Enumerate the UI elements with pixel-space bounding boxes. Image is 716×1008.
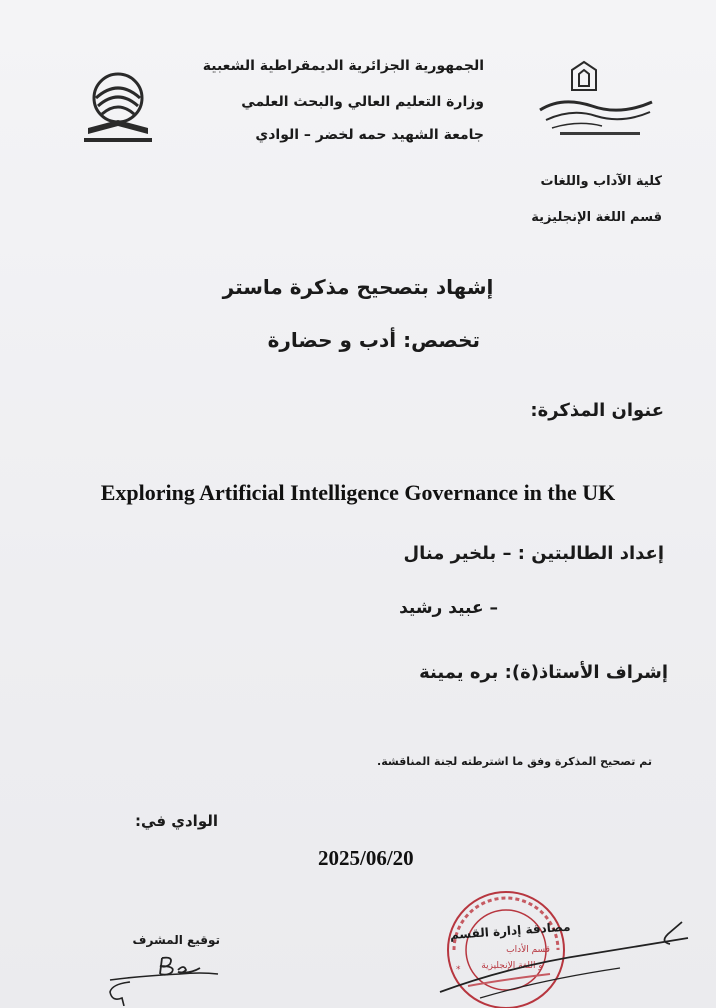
department-name: قسم اللغة الإنجليزية — [531, 210, 662, 225]
correction-note: تم تصحيح المذكرة وفق ما اشترطته لجنة المناقشة. — [377, 755, 652, 768]
supervisor: إشراف الأستاذ(ة): بره يمينة — [419, 662, 668, 683]
faculty-logo-icon — [532, 60, 662, 142]
header-line-republic: الجمهورية الجزائرية الديمقراطية الشعبية — [202, 58, 484, 74]
svg-text:*: * — [456, 965, 461, 975]
supervisor-signature-icon — [100, 952, 230, 1006]
specialty: تخصص: أدب و حضارة — [267, 328, 480, 352]
memo-title: Exploring Artificial Intelligence Governance in the UK — [100, 480, 616, 505]
svg-text:و اللغة الإنجليزية: و اللغة الإنجليزية — [481, 961, 543, 971]
header-line-university: جامعة الشهيد حمه لخضر – الوادي — [255, 127, 484, 143]
second-student: – عبيد رشيد — [399, 598, 498, 618]
place-label: الوادي في: — [135, 812, 218, 830]
prepared-by: إعداد الطالبتين : – بلخير منال — [403, 543, 664, 564]
supervisor-signature-label: توقيع المشرف — [132, 933, 220, 947]
memo-title-label: عنوان المذكرة: — [530, 400, 664, 421]
faculty-name: كلية الآداب واللغات — [540, 174, 662, 189]
department-approval-label: مصادقة إدارة القسم — [449, 919, 571, 942]
date: 2025/06/20 — [318, 846, 414, 870]
department-signature-icon — [420, 906, 700, 1006]
svg-text:قسم الأداب: قسم الأداب — [506, 945, 550, 955]
university-logo-icon — [80, 68, 156, 148]
header-line-ministry: وزارة التعليم العالي والبحث العلمي — [241, 94, 484, 110]
certificate-title: إشهاد بتصحيح مذكرة ماستر — [222, 275, 494, 299]
